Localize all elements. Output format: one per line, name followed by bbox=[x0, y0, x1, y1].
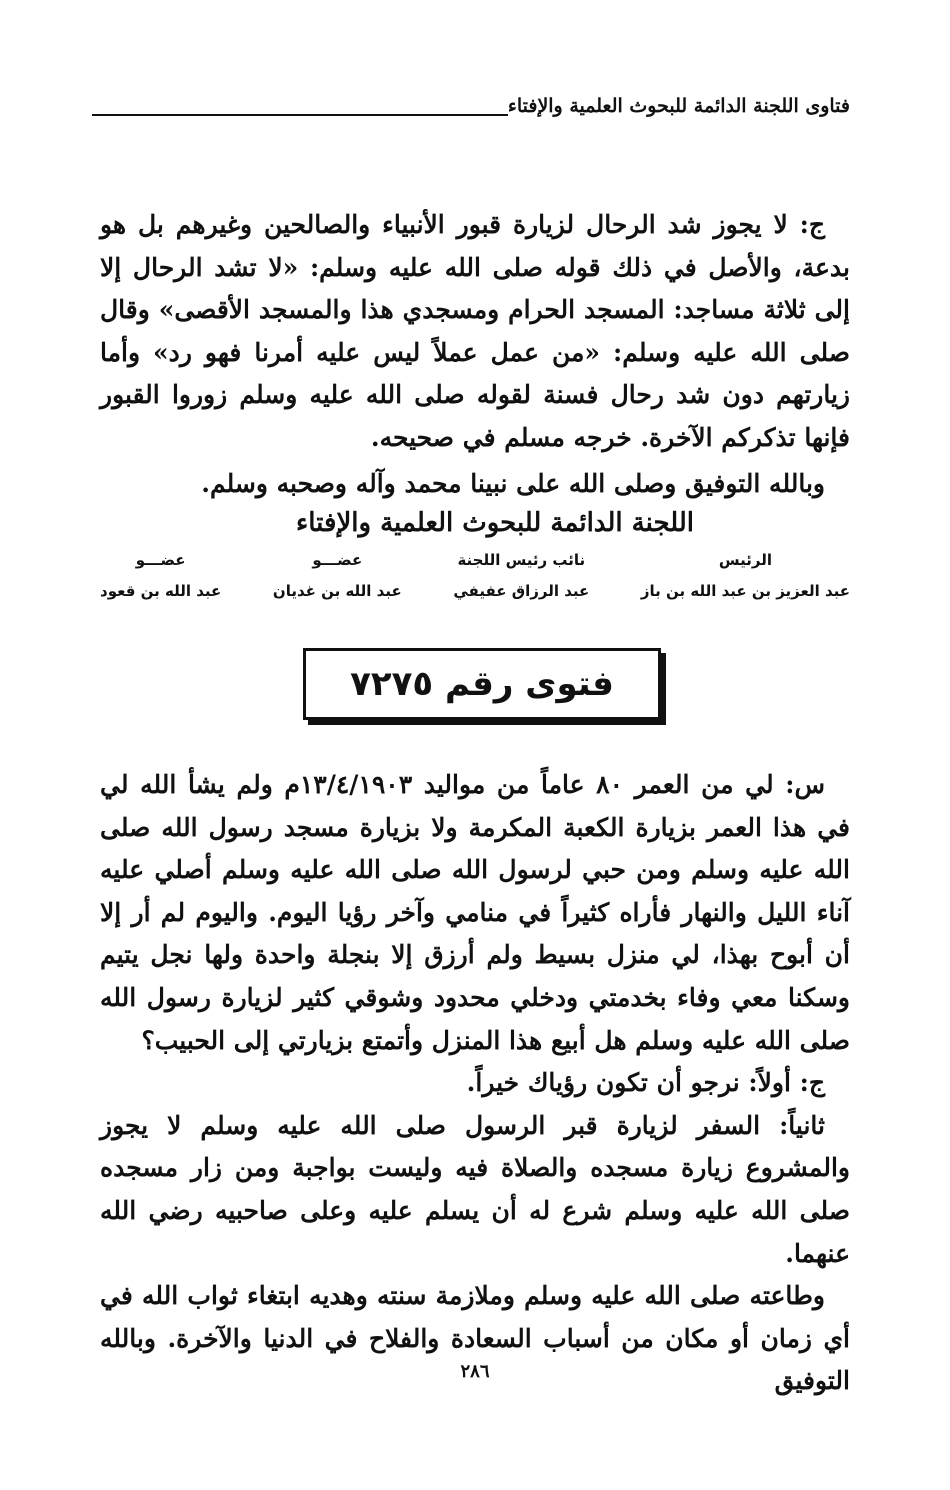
signatory-role: عضـــو bbox=[312, 551, 363, 569]
signatory-name: عبد الله بن غديان bbox=[272, 582, 402, 600]
signatory-name: عبد العزيز بن عبد الله بن باز bbox=[640, 582, 850, 600]
signatory-member bbox=[273, 548, 402, 606]
fatwa-title: فتوى رقم ٧٢٧٥ bbox=[350, 664, 614, 704]
signatures bbox=[100, 548, 850, 606]
answer-paragraph: ج: لا يجوز شد الرحال لزيارة قبور الأنبياء والصالحين وغيرهم بل هو بدعة، والأصل في ذلك قوله صلى الله عليه وسلم: «لا تشد الرحال إلا إلى ثلاثة مساجد: المسجد الحرام ومسجدي هذا والمسجد الأقصى» وقال صلى الله عليه وسلم: «من عمل عملاً ليس عليه أمرنا فهو رد» وأما زيارتهم دون شد رحال فسنة لقوله صلى الله عليه وسلم زوروا القبور فإنها تذكركم الآخرة. خرجه مسلم في صحيحه. bbox=[100, 210, 850, 452]
answer-third: وطاعته صلى الله عليه وسلم وملازمة سنته وهديه ابتغاء ثواب الله في أي زمان أو مكان من أسباب السعادة والفلاح في الدنيا والآخرة. وبالله التوفيق bbox=[100, 1281, 850, 1396]
question-block bbox=[100, 764, 850, 1403]
signatory-vice-chairman bbox=[453, 548, 589, 606]
committee-name: اللجنة الدائمة للبحوث العلمية والإفتاء bbox=[296, 508, 694, 538]
answer-second: ثانياً: السفر لزيارة قبر الرسول صلى الله عليه وسلم لا يجوز والمشروع زيارة مسجده والصلاة فيه وليست بواجبة ومن زار مسجده صلى الله عليه وسلم شرع له أن يسلم عليه وعلى صاحبيه رضي الله عنهما. bbox=[100, 1110, 850, 1268]
answer-first: ج: أولاً: نرجو أن تكون رؤياك خيراً. bbox=[466, 1068, 825, 1098]
fatwa-title-box bbox=[303, 648, 661, 720]
header-rule bbox=[92, 114, 508, 116]
question-paragraph: س: لي من العمر ٨٠ عاماً من مواليد ١٣/٤/١٩٠٣م ولم يشأ الله لي في هذا العمر بزيارة الكعبة المكرمة ولا بزيارة مسجد رسول الله صلى الله عليه وسلم ومن حبي لرسول الله صلى الله عليه وسلم أصلي عليه آناء الليل والنهار فأراه كثيراً في منامي وآخر رؤيا اليوم. واليوم لم أر إلا أن أبوح بهذا، لي منزل بسيط ولم أرزق إلا بنجلة واحدة ولها نجل يتيم وسكنا معي وفاء بخدمتي ودخلي محدود وشوقي كثير لزيارة رسول الله صلى الله عليه وسلم هل أبيع هذا المنزل وأتمتع بزيارتي إلى الحبيب؟ bbox=[100, 770, 850, 1055]
closing-line: وبالله التوفيق وصلى الله على نبينا محمد وآله وصحبه وسلم. bbox=[201, 469, 825, 498]
running-header bbox=[92, 84, 850, 120]
signatory-name: عبد الله بن قعود bbox=[100, 582, 222, 600]
signatory-name: عبد الرزاق عفيفي bbox=[453, 582, 590, 600]
signatory-role: عضـــو bbox=[135, 551, 186, 569]
page-number: ٢٨٦ bbox=[460, 1361, 490, 1382]
signatory-chairman bbox=[641, 548, 850, 606]
signatory-member bbox=[100, 548, 221, 606]
running-title: فتاوى اللجنة الدائمة للبحوث العلمية والإفتاء bbox=[507, 95, 850, 117]
answer-block bbox=[100, 204, 850, 460]
signatory-role: الرئيس bbox=[718, 551, 772, 569]
signatory-role: نائب رئيس اللجنة bbox=[457, 551, 586, 569]
